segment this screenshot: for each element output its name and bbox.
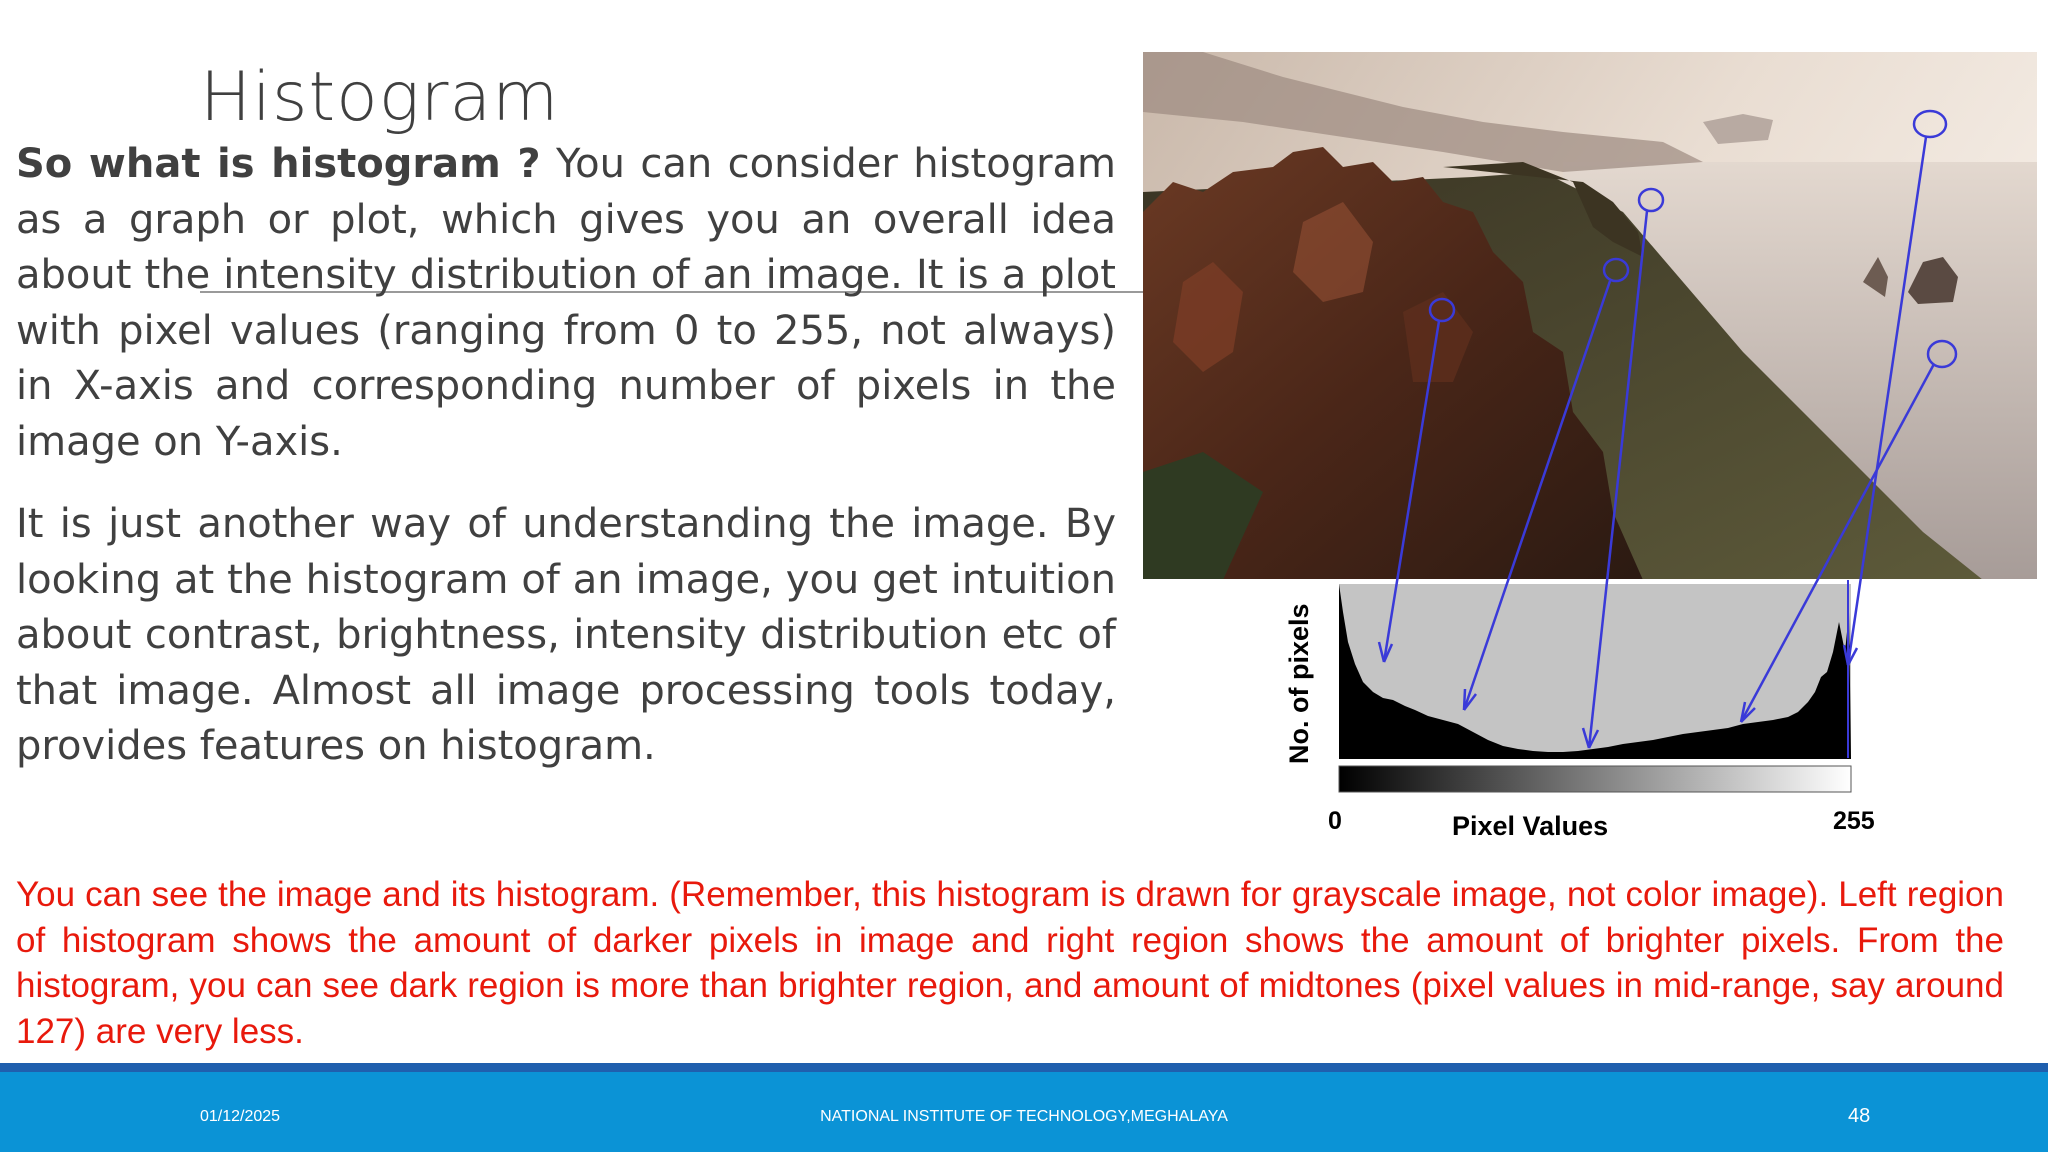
footer-date: 01/12/2025 xyxy=(200,1108,281,1125)
second-paragraph: It is just another way of understanding the image. By looking at the histogram of an image, you get intuition about contrast, brightness, intensity distribution etc of that image. Almost all image processing tools today, provides features on histogram. xyxy=(16,501,1116,769)
intro-paragraph xyxy=(16,137,1116,470)
footer-accent-bar xyxy=(0,1063,2048,1072)
histogram-figure xyxy=(1143,52,2037,850)
x-axis-label: Pixel Values xyxy=(1452,811,1609,841)
landscape-photo xyxy=(1143,52,2037,582)
intro-text: You can consider histogram as a graph or plot, which gives you an overall idea about the intensity distribution of an image. It is a plot with pixel values (ranging from 0 to 255, not always) in X-axis and corresponding number of pixels in the image on Y-axis. xyxy=(16,141,1116,465)
slide-title: Histogram xyxy=(200,58,560,137)
footer-institute: NATIONAL INSTITUTE OF TECHNOLOGY,MEGHALAYA xyxy=(820,1108,1228,1125)
x-tick-255: 255 xyxy=(1833,807,1875,835)
intro-question: So what is histogram ? xyxy=(16,141,541,187)
y-axis-label: No. of pixels xyxy=(1284,603,1314,764)
histogram-explanation: You can see the image and its histogram. (Remember, this histogram is drawn for grayscale image, not color image). Left region of histogram shows the amount of darker pixels in image and right region shows the amount of brighter pixels. From the histogram, you can see dark region is more than brighter region, and amount of midtones (pixel values in mid-range, say around 127) are very less. xyxy=(16,875,2004,1051)
histogram-chart xyxy=(1284,584,1875,841)
x-tick-0: 0 xyxy=(1328,807,1342,835)
slide-number: 48 xyxy=(1848,1105,1871,1127)
